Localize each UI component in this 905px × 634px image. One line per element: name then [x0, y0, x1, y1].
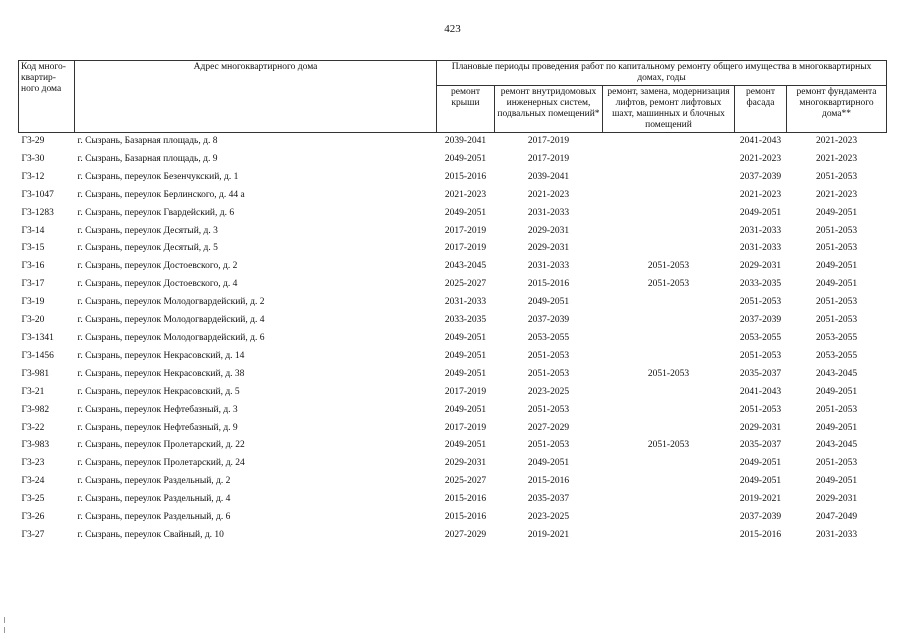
cell-elevators	[603, 240, 735, 258]
cell-engineering: 2017-2019	[527, 153, 570, 164]
cell-elevators	[603, 187, 735, 205]
cell-roof: 2049-2051	[444, 153, 487, 164]
cell-roof: 2025-2027	[444, 279, 487, 290]
table-row	[19, 133, 887, 151]
cell-foundation: 2043-2045	[815, 368, 858, 379]
cell-code: Г3-30	[21, 153, 45, 164]
table-body	[19, 133, 887, 545]
cell-code: Г3-15	[21, 243, 45, 254]
cell-elevators	[603, 527, 735, 545]
cell-address: г. Сызрань, переулок Безенчукский, д. 1	[77, 171, 239, 182]
cell-facade: 2021-2023	[739, 189, 782, 200]
cell-engineering: 2015-2016	[527, 279, 570, 290]
cell-roof: 2025-2027	[444, 476, 487, 487]
table-row	[19, 473, 887, 491]
cell-facade: 2037-2039	[739, 512, 782, 523]
cell-roof: 2043-2045	[444, 261, 487, 272]
table-row	[19, 402, 887, 420]
cell-engineering: 2029-2031	[527, 225, 570, 236]
table-row	[19, 205, 887, 223]
cell-elevators: 2051-2053	[647, 261, 690, 272]
header-foundation: ремонт фундамента многоквартирного дома**	[787, 86, 887, 133]
page-number: 423	[444, 23, 461, 35]
cell-facade: 2051-2053	[739, 350, 782, 361]
cell-engineering: 2023-2025	[527, 386, 570, 397]
cell-engineering: 2037-2039	[527, 315, 570, 326]
cell-roof: 2017-2019	[444, 422, 487, 433]
cell-code: Г3-14	[21, 225, 45, 236]
cell-elevators	[603, 312, 735, 330]
cell-elevators	[603, 151, 735, 169]
cell-foundation: 2049-2051	[815, 261, 858, 272]
cell-address: г. Сызрань, переулок Некрасовский, д. 14	[77, 350, 245, 361]
cell-engineering: 2051-2053	[527, 440, 570, 451]
cell-address: г. Сызрань, переулок Раздельный, д. 4	[77, 494, 231, 505]
table-row	[19, 527, 887, 545]
cell-elevators	[603, 420, 735, 438]
cell-roof: 2049-2051	[444, 404, 487, 415]
cell-facade: 2035-2037	[739, 440, 782, 451]
cell-roof: 2049-2051	[444, 207, 487, 218]
cell-engineering: 2019-2021	[527, 529, 570, 540]
cell-code: Г3-24	[21, 476, 45, 487]
cell-roof: 2017-2019	[444, 225, 487, 236]
cell-engineering: 2021-2023	[527, 189, 570, 200]
cell-foundation: 2051-2053	[815, 458, 858, 469]
cell-foundation: 2021-2023	[815, 189, 858, 200]
cell-engineering: 2029-2031	[527, 243, 570, 254]
cell-foundation: 2051-2053	[815, 297, 858, 308]
cell-facade: 2049-2051	[739, 458, 782, 469]
table-row	[19, 187, 887, 205]
table-row	[19, 455, 887, 473]
cell-code: Г3-983	[21, 440, 50, 451]
cell-roof: 2033-2035	[444, 315, 487, 326]
cell-foundation: 2021-2023	[815, 136, 858, 146]
cell-engineering: 2017-2019	[527, 136, 570, 146]
cell-code: Г3-27	[21, 529, 45, 540]
cell-address: г. Сызрань, переулок Свайный, д. 10	[77, 529, 224, 540]
cell-engineering: 2015-2016	[527, 476, 570, 487]
cell-foundation: 2051-2053	[815, 404, 858, 415]
cell-roof: 2015-2016	[444, 512, 487, 523]
cell-code: Г3-21	[21, 386, 45, 397]
cell-roof: 2049-2051	[444, 440, 487, 451]
cell-elevators	[603, 402, 735, 420]
cell-address: г. Сызрань, переулок Пролетарский, д. 22	[77, 440, 245, 451]
cell-code: Г3-20	[21, 315, 45, 326]
cell-code: Г3-16	[21, 261, 45, 272]
cell-engineering: 2051-2053	[527, 350, 570, 361]
cell-address: г. Сызрань, переулок Молодогвардейский, д. 4	[77, 315, 265, 326]
table-row	[19, 312, 887, 330]
table-row	[19, 240, 887, 258]
cell-address: г. Сызрань, переулок Нефтебазный, д. 3	[77, 404, 238, 415]
table-row	[19, 169, 887, 187]
cell-engineering: 2031-2033	[527, 261, 570, 272]
cell-facade: 2033-2035	[739, 279, 782, 290]
cell-address: г. Сызрань, переулок Достоевского, д. 2	[77, 261, 238, 272]
table-row	[19, 294, 887, 312]
cell-elevators	[603, 384, 735, 402]
cell-engineering: 2023-2025	[527, 512, 570, 523]
cell-foundation: 2051-2053	[815, 225, 858, 236]
cell-facade: 2019-2021	[739, 494, 782, 505]
cell-elevators	[603, 205, 735, 223]
cell-foundation: 2029-2031	[815, 494, 858, 505]
cell-foundation: 2049-2051	[815, 207, 858, 218]
header-engineering: ремонт внутридомовых инженерных систем, подвальных помещений*	[495, 86, 603, 133]
header-periods: Плановые периоды проведения работ по капитальному ремонту общего имущества в многоквартирных домах, годы	[437, 61, 887, 86]
cell-roof: 2039-2041	[444, 136, 487, 146]
cell-elevators	[603, 169, 735, 187]
cell-address: г. Сызрань, переулок Нефтебазный, д. 9	[77, 422, 238, 433]
cell-facade: 2029-2031	[739, 261, 782, 272]
cell-facade: 2049-2051	[739, 207, 782, 218]
cell-address: г. Сызрань, переулок Десятый, д. 3	[77, 225, 218, 236]
cell-elevators	[603, 348, 735, 366]
cell-address: г. Сызрань, переулок Раздельный, д. 6	[77, 512, 231, 523]
cell-engineering: 2049-2051	[527, 297, 570, 308]
cell-facade: 2041-2043	[739, 386, 782, 397]
table-row	[19, 509, 887, 527]
cell-engineering: 2051-2053	[527, 404, 570, 415]
table-row	[19, 151, 887, 169]
capital-repair-table	[18, 60, 887, 545]
cell-code: Г3-26	[21, 512, 45, 523]
table-row	[19, 258, 887, 276]
cell-elevators	[603, 330, 735, 348]
cell-foundation: 2053-2055	[815, 332, 858, 343]
cell-code: Г3-981	[21, 368, 50, 379]
cell-code: Г3-23	[21, 458, 45, 469]
cell-roof: 2049-2051	[444, 368, 487, 379]
header-code: Код много-квартир-ного дома	[19, 61, 75, 133]
cell-address: г. Сызрань, переулок Молодогвардейский, д. 6	[77, 332, 265, 343]
table-row	[19, 384, 887, 402]
cell-engineering: 2027-2029	[527, 422, 570, 433]
cell-address: г. Сызрань, переулок Десятый, д. 5	[77, 243, 218, 254]
cell-code: Г3-1283	[21, 207, 54, 218]
cell-facade: 2041-2043	[739, 136, 782, 146]
table-row	[19, 348, 887, 366]
table-row	[19, 437, 887, 455]
cell-engineering: 2035-2037	[527, 494, 570, 505]
table-row	[19, 330, 887, 348]
cell-elevators	[603, 473, 735, 491]
table-row	[19, 276, 887, 294]
cell-address: г. Сызрань, Базарная площадь, д. 9	[77, 153, 218, 164]
cell-engineering: 2051-2053	[527, 368, 570, 379]
cell-elevators: 2051-2053	[647, 368, 690, 379]
cell-facade: 2053-2055	[739, 332, 782, 343]
header-elevators: ремонт, замена, модернизация лифтов, ремонт лифтовых шахт, машинных и блочных помещений	[603, 86, 735, 133]
table-row	[19, 223, 887, 241]
cell-engineering: 2039-2041	[527, 171, 570, 182]
cell-roof: 2021-2023	[444, 189, 487, 200]
cell-code: Г3-1456	[21, 350, 54, 361]
cell-foundation: 2053-2055	[815, 350, 858, 361]
cell-address: г. Сызрань, переулок Достоевского, д. 4	[77, 279, 238, 290]
header-facade: ремонт фасада	[735, 86, 787, 133]
cell-roof: 2017-2019	[444, 243, 487, 254]
cell-elevators	[603, 491, 735, 509]
cell-elevators: 2051-2053	[647, 279, 690, 290]
cell-roof: 2031-2033	[444, 297, 487, 308]
cell-facade: 2051-2053	[739, 297, 782, 308]
cell-foundation: 2051-2053	[815, 171, 858, 182]
cell-foundation: 2043-2045	[815, 440, 858, 451]
cell-foundation: 2047-2049	[815, 512, 858, 523]
cell-roof: 2015-2016	[444, 494, 487, 505]
cell-code: Г3-25	[21, 494, 45, 505]
cell-code: Г3-982	[21, 404, 50, 415]
cell-foundation: 2031-2033	[815, 529, 858, 540]
cell-elevators	[603, 223, 735, 241]
cell-facade: 2031-2033	[739, 243, 782, 254]
cell-code: Г3-1047	[21, 189, 54, 200]
cell-code: Г3-19	[21, 297, 45, 308]
cell-roof: 2015-2016	[444, 171, 487, 182]
cell-facade: 2031-2033	[739, 225, 782, 236]
table-row	[19, 420, 887, 438]
cell-facade: 2021-2023	[739, 153, 782, 164]
cell-address: г. Сызрань, переулок Молодогвардейский, д. 2	[77, 297, 265, 308]
cell-foundation: 2049-2051	[815, 422, 858, 433]
cell-address: г. Сызрань, переулок Некрасовский, д. 5	[77, 386, 240, 397]
cell-elevators	[603, 455, 735, 473]
cell-code: Г3-12	[21, 171, 45, 182]
cell-foundation: 2049-2051	[815, 279, 858, 290]
cell-foundation: 2021-2023	[815, 153, 858, 164]
cell-code: Г3-17	[21, 279, 45, 290]
cell-address: г. Сызрань, переулок Берлинского, д. 44 а	[77, 189, 245, 200]
cell-facade: 2029-2031	[739, 422, 782, 433]
cell-address: г. Сызрань, переулок Некрасовский, д. 38	[77, 368, 245, 379]
cell-code: Г3-29	[21, 136, 45, 146]
cell-facade: 2051-2053	[739, 404, 782, 415]
cell-facade: 2015-2016	[739, 529, 782, 540]
cell-elevators	[603, 294, 735, 312]
cell-facade: 2049-2051	[739, 476, 782, 487]
cell-roof: 2027-2029	[444, 529, 487, 540]
cell-foundation: 2049-2051	[815, 476, 858, 487]
cell-foundation: 2051-2053	[815, 315, 858, 326]
cell-address: г. Сызрань, Базарная площадь, д. 8	[77, 136, 218, 146]
cell-roof: 2049-2051	[444, 332, 487, 343]
cell-elevators: 2051-2053	[647, 440, 690, 451]
margin-mark	[4, 627, 5, 633]
cell-engineering: 2053-2055	[527, 332, 570, 343]
cell-elevators	[603, 133, 735, 151]
cell-address: г. Сызрань, переулок Гвардейский, д. 6	[77, 207, 235, 218]
header-address: Адрес многоквартирного дома	[75, 61, 437, 133]
cell-facade: 2037-2039	[739, 315, 782, 326]
cell-address: г. Сызрань, переулок Пролетарский, д. 24	[77, 458, 245, 469]
table-row	[19, 491, 887, 509]
cell-elevators	[603, 509, 735, 527]
cell-roof: 2017-2019	[444, 386, 487, 397]
table-row	[19, 366, 887, 384]
cell-engineering: 2049-2051	[527, 458, 570, 469]
cell-foundation: 2049-2051	[815, 386, 858, 397]
cell-engineering: 2031-2033	[527, 207, 570, 218]
margin-mark	[4, 617, 5, 623]
cell-code: Г3-22	[21, 422, 45, 433]
cell-code: Г3-1341	[21, 332, 54, 343]
header-roof: ремонт крыши	[437, 86, 495, 133]
cell-facade: 2037-2039	[739, 171, 782, 182]
cell-roof: 2049-2051	[444, 350, 487, 361]
cell-roof: 2029-2031	[444, 458, 487, 469]
cell-facade: 2035-2037	[739, 368, 782, 379]
cell-foundation: 2051-2053	[815, 243, 858, 254]
cell-address: г. Сызрань, переулок Раздельный, д. 2	[77, 476, 231, 487]
